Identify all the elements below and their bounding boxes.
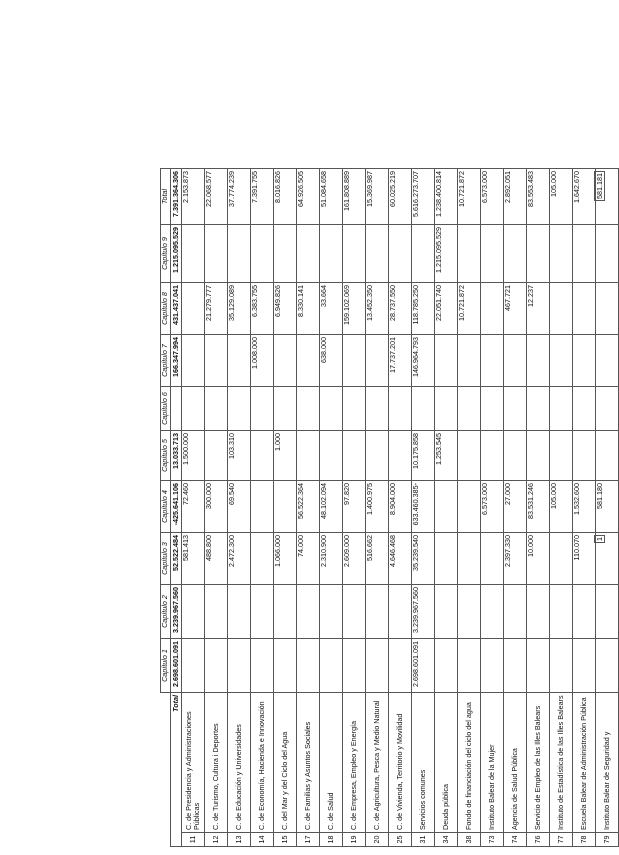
table-row [228,169,251,847]
cell-value [573,585,596,639]
budget-table [160,168,619,847]
cell-value [458,225,481,283]
cell-value: 488.800 [205,533,228,585]
cell-value [458,335,481,387]
total-value: 7.391.364.306 [171,169,182,225]
cell-value [228,387,251,431]
section-name: C. de Turismo, Cultura i Deportes [205,693,228,833]
cell-value [550,283,573,335]
table-row [573,169,596,847]
cell-value [251,533,274,585]
cell-value [297,387,320,431]
cell-value [550,431,573,481]
cell-value [274,335,297,387]
cell-value [320,387,343,431]
section-code: 76 [527,833,550,847]
cell-value [458,431,481,481]
cell-value [550,387,573,431]
section-name: Servicio de Empleo de las Illes Balears [527,693,550,833]
column-header: Capítulo 9 [161,225,171,283]
section-code: 31 [412,833,435,847]
section-code: 34 [435,833,458,847]
header-blank [161,693,171,847]
cell-value: 22.051.740 [435,283,458,335]
table-row [412,169,435,847]
cell-value: 6.573.000 [481,481,504,533]
section-code: 12 [205,833,228,847]
cell-value [458,481,481,533]
cell-value [366,431,389,481]
cell-value [550,639,573,693]
column-header: Capítulo 6 [161,387,171,431]
cell-value [504,585,527,639]
cell-value [481,533,504,585]
cell-value: 64.926.505 [297,169,320,225]
cell-value [182,283,205,335]
cell-value [251,481,274,533]
cell-value [182,335,205,387]
cell-value [573,431,596,481]
cell-value [205,225,228,283]
cell-value: 10.721.872 [458,169,481,225]
cell-value: 161.808.889 [343,169,366,225]
section-name: Agencia de Salud Pública [504,693,527,833]
cell-value: 8.904.000 [389,481,412,533]
cell-value: 467.721 [504,283,527,335]
cell-value [550,533,573,585]
cell-value: 1.066.000 [274,533,297,585]
cell-value: 35.239.540 [412,533,435,585]
cell-value: 10.721.872 [458,283,481,335]
cell-value: 3.239.967.560 [412,585,435,639]
table-row [251,169,274,847]
section-name: Instituto Balear de Seguridad y [596,693,619,833]
cell-value: 8.330.141 [297,283,320,335]
cell-value [297,639,320,693]
cell-value [573,387,596,431]
cell-value [596,225,619,283]
total-value: 431.437.041 [171,283,182,335]
cell-value: 8.016.826 [274,169,297,225]
cell-value [527,387,550,431]
cell-value [573,283,596,335]
section-name: C. de Empresa, Empleo y Energía [343,693,366,833]
section-code: 20 [366,833,389,847]
boxed-value: 581.181 [595,173,604,199]
cell-value: 83.553.483 [527,169,550,225]
cell-value: 97.820 [343,481,366,533]
cell-value [228,639,251,693]
cell-value [458,387,481,431]
cell-value [504,225,527,283]
cell-value: 1.532.600 [573,481,596,533]
cell-value [182,225,205,283]
section-name: Servicios comunes [412,693,435,833]
section-name: C. de Agricultura, Pesca y Medio Natural [366,693,389,833]
cell-value [389,387,412,431]
cell-value [343,639,366,693]
cell-value [274,387,297,431]
cell-value [205,585,228,639]
cell-value [573,335,596,387]
cell-value [435,335,458,387]
column-header: Capítulo 2 [161,585,171,639]
cell-value [274,639,297,693]
section-code: 14 [251,833,274,847]
section-code: 73 [481,833,504,847]
total-value: -425.641.106 [171,481,182,533]
cell-value [297,225,320,283]
total-value: 166.347.994 [171,335,182,387]
cell-value: 33.664 [320,283,343,335]
cell-value: 2.892.051 [504,169,527,225]
cell-value: 159.102.069 [343,283,366,335]
cell-value: 6.949.826 [274,283,297,335]
cell-value [320,585,343,639]
cell-value: 83.531.246 [527,481,550,533]
section-code: 38 [458,833,481,847]
table-row [182,169,205,847]
cell-value [366,639,389,693]
cell-value: 13.452.350 [366,283,389,335]
cell-value [343,335,366,387]
cell-value [481,335,504,387]
section-name: Instituto de Estadística de las Illes Balears [550,693,573,833]
cell-value [596,169,619,225]
cell-value [550,225,573,283]
boxed-value: 1 [595,537,604,541]
cell-value: 105.000 [550,481,573,533]
cell-value [251,639,274,693]
table-row [504,169,527,847]
cell-value [527,225,550,283]
total-value [171,387,182,431]
table-row [205,169,228,847]
cell-value: 1.215.095.529 [435,225,458,283]
cell-value: 581.180 [596,481,619,533]
column-header: Capítulo 1 [161,639,171,693]
cell-value [297,335,320,387]
cell-value: 2.153.873 [182,169,205,225]
section-code: 15 [274,833,297,847]
section-code: 78 [573,833,596,847]
cell-value: 516.662 [366,533,389,585]
cell-value: 110.070 [573,533,596,585]
table-row [481,169,504,847]
cell-value [251,387,274,431]
cell-value [481,431,504,481]
cell-value: 103.310 [228,431,251,481]
cell-value [481,283,504,335]
cell-value: 1.642.670 [573,169,596,225]
section-name: C. de Vivienda, Territorio y Movilidad [389,693,412,833]
cell-value [366,225,389,283]
cell-value: 2.397.330 [504,533,527,585]
section-code: 11 [182,833,205,847]
cell-value: 1.253.545 [435,431,458,481]
cell-value: 118.785.250 [412,283,435,335]
cell-value: 4.646.468 [389,533,412,585]
cell-value: 10.175.858 [412,431,435,481]
cell-value [205,639,228,693]
column-header: Capítulo 7 [161,335,171,387]
cell-value [435,387,458,431]
cell-value [596,533,619,585]
cell-value [550,585,573,639]
total-value: 1.215.095.529 [171,225,182,283]
cell-value [596,387,619,431]
cell-value [320,639,343,693]
cell-value [343,585,366,639]
cell-value [458,533,481,585]
cell-value: 10.000 [527,533,550,585]
cell-value: 22.068.577 [205,169,228,225]
cell-value [527,639,550,693]
cell-value: 638.000 [320,335,343,387]
section-code: 79 [596,833,619,847]
cell-value [596,431,619,481]
section-code: 13 [228,833,251,847]
table-row [550,169,573,847]
section-name: C. de Economía, Hacienda e Innovación [251,693,274,833]
cell-value [504,387,527,431]
cell-value: 1.400.975 [366,481,389,533]
section-code: 19 [343,833,366,847]
total-label: Total [171,693,182,847]
cell-value [320,431,343,481]
cell-value: 2.698.601.091 [412,639,435,693]
cell-value [297,585,320,639]
cell-value [320,225,343,283]
cell-value: 2.609.000 [343,533,366,585]
total-value: 13.033.713 [171,431,182,481]
cell-value [205,431,228,481]
cell-value [366,387,389,431]
cell-value [366,585,389,639]
cell-value: 6.573.000 [481,169,504,225]
cell-value [228,225,251,283]
cell-value [251,585,274,639]
cell-value: 2.310.900 [320,533,343,585]
cell-value [435,639,458,693]
section-code: 74 [504,833,527,847]
table-row [389,169,412,847]
cell-value: 28.737.550 [389,283,412,335]
cell-value [205,335,228,387]
table-row [458,169,481,847]
cell-value [481,225,504,283]
header-row [161,169,171,847]
cell-value: 1.000 [274,431,297,481]
cell-value [596,585,619,639]
cell-value [389,639,412,693]
section-name: C. de Familias y Asuntos Sociales [297,693,320,833]
cell-value [228,585,251,639]
cell-value: 17.737.201 [389,335,412,387]
cell-value [481,585,504,639]
cell-value: 60.025.219 [389,169,412,225]
cell-value: 21.279.777 [205,283,228,335]
cell-value [596,335,619,387]
cell-value: 48.102.094 [320,481,343,533]
column-header: Total [161,169,171,225]
cell-value [343,431,366,481]
table-row [596,169,619,847]
cell-value: 72.460 [182,481,205,533]
cell-value [182,387,205,431]
section-name: C. de Presidencia y Administraciones Públicas [182,693,205,833]
cell-value [251,431,274,481]
cell-value [412,387,435,431]
section-name: Fondo de financiación del ciclo del agua [458,693,481,833]
cell-value [228,335,251,387]
cell-value [343,225,366,283]
cell-value: 581.413 [182,533,205,585]
table-row [366,169,389,847]
section-name: Deuda pública [435,693,458,833]
cell-value [527,335,550,387]
cell-value [274,585,297,639]
cell-value [435,533,458,585]
cell-value: 69.540 [228,481,251,533]
cell-value [251,225,274,283]
cell-value [504,431,527,481]
cell-value: 146.964.793 [412,335,435,387]
cell-value [274,225,297,283]
table-row [320,169,343,847]
cell-value [550,335,573,387]
table-row [527,169,550,847]
section-name: Instituto Balear de la Mujer [481,693,504,833]
cell-value: 2.472.300 [228,533,251,585]
cell-value [481,639,504,693]
cell-value [389,585,412,639]
cell-value [596,283,619,335]
cell-value [366,335,389,387]
section-code: 18 [320,833,343,847]
cell-value [389,431,412,481]
column-header: Capítulo 5 [161,431,171,481]
cell-value [435,585,458,639]
section-code: 17 [297,833,320,847]
cell-value [504,335,527,387]
cell-value: 74.000 [297,533,320,585]
cell-value [182,639,205,693]
total-row [171,169,182,847]
cell-value: 1.500.000 [182,431,205,481]
total-value: 3.239.967.560 [171,585,182,639]
section-name: C. de Educación y Universidades [228,693,251,833]
cell-value: 51.084.658 [320,169,343,225]
table-row [435,169,458,847]
cell-value: 633.460.385- [412,481,435,533]
section-code: 77 [550,833,573,847]
cell-value [182,585,205,639]
cell-value [412,225,435,283]
cell-value: 56.522.364 [297,481,320,533]
cell-value [274,481,297,533]
cell-value [481,387,504,431]
section-name: Escuela Balear de Administración Pública [573,693,596,833]
column-header: Capítulo 3 [161,533,171,585]
cell-value: 1.008.000 [251,335,274,387]
column-header: Capítulo 8 [161,283,171,335]
cell-value [297,431,320,481]
total-value: 52.522.484 [171,533,182,585]
cell-value: 27.000 [504,481,527,533]
total-value: 2.698.601.091 [171,639,182,693]
cell-value: 12.237 [527,283,550,335]
cell-value: 6.383.755 [251,283,274,335]
cell-value [527,585,550,639]
cell-value [573,225,596,283]
cell-value [458,585,481,639]
table-row [297,169,320,847]
table-row [343,169,366,847]
cell-value [527,431,550,481]
cell-value: 105.000 [550,169,573,225]
section-name: C. del Mar y del Ciclo del Agua [274,693,297,833]
cell-value [573,639,596,693]
cell-value [343,387,366,431]
cell-value: 300.000 [205,481,228,533]
cell-value: 1.238.400.814 [435,169,458,225]
table-row [274,169,297,847]
cell-value: 7.391.755 [251,169,274,225]
cell-value [205,387,228,431]
section-name: C. de Salud [320,693,343,833]
cell-value [435,481,458,533]
cell-value: 37.774.239 [228,169,251,225]
cell-value: 15.369.987 [366,169,389,225]
cell-value [504,639,527,693]
cell-value: 5.616.273.707 [412,169,435,225]
cell-value [389,225,412,283]
section-code: 25 [389,833,412,847]
column-header: Capítulo 4 [161,481,171,533]
cell-value [596,639,619,693]
cell-value: 35.129.089 [228,283,251,335]
cell-value [458,639,481,693]
